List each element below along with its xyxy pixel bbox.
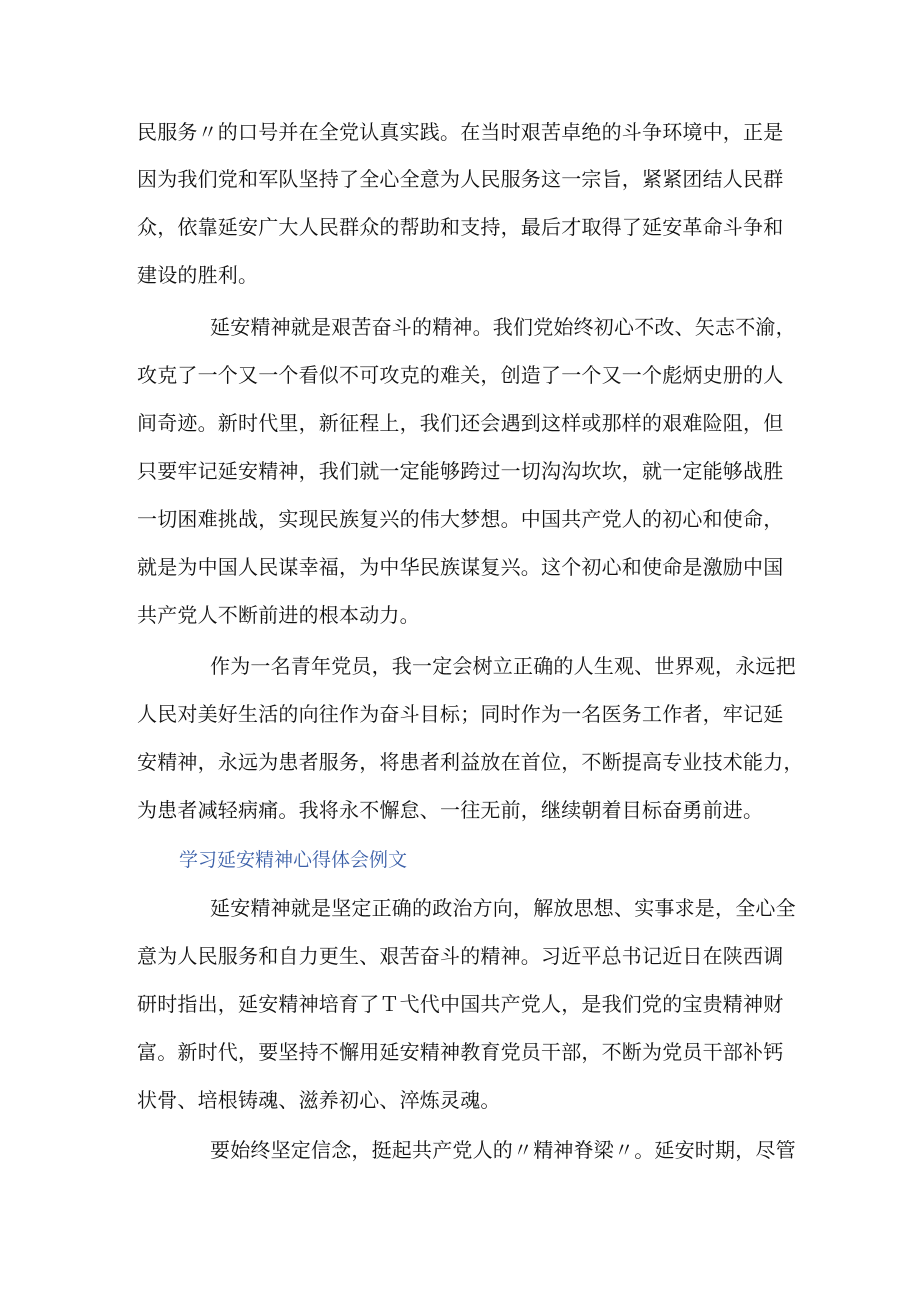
text-line: 只要牢记延安精神，我们就一定能够跨过一切沟沟坎坎，就一定能够战胜 xyxy=(137,459,784,483)
text-line: 延安精神就是艰苦奋斗的精神。我们党始终初心不改、矢志不渝， xyxy=(210,315,796,339)
text-line: 就是为中国人民谋幸福，为中华民族谋复兴。这个初心和使命是激励中国 xyxy=(137,555,784,579)
text-line: 作为一名青年党员，我一定会树立正确的人生观、世界观，永远把 xyxy=(210,654,796,678)
text-line: 状骨、培根铸魂、滋养初心、淬炼灵魂。 xyxy=(137,1088,501,1112)
text-line: 共产党人不断前进的根本动力。 xyxy=(137,603,420,627)
text-line: 富。新时代，要坚持不懈用延安精神教育党员干部，不断为党员干部补钙 xyxy=(137,1040,784,1064)
text-line: 延安精神就是坚定正确的政治方向，解放思想、实事求是，全心全 xyxy=(210,896,796,920)
text-line: 要始终坚定信念，挺起共产党人的〃精神脊梁〃。延安时期，尽管 xyxy=(210,1138,796,1162)
text-line: 安精神，永远为患者服务，将患者利益放在首位，不断提高专业技术能力， xyxy=(137,750,804,774)
text-line: 众，依靠延安广大人民群众的帮助和支持，最后才取得了延安革命斗争和 xyxy=(137,215,784,239)
section-heading: 学习延安精神心得体会例文 xyxy=(179,849,408,871)
text-line: 因为我们党和军队坚持了全心全意为人民服务这一宗旨，紧紧团结人民群 xyxy=(137,167,784,191)
text-line: 一切困难挑战，实现民族复兴的伟大梦想。中国共产党人的初心和使命， xyxy=(137,507,784,531)
text-line: 建设的胜利。 xyxy=(137,263,259,287)
text-line: 间奇迹。新时代里，新征程上，我们还会遇到这样或那样的艰难险阻，但 xyxy=(137,411,784,435)
text-line: 为患者减轻病痛。我将永不懈怠、一往无前，继续朝着目标奋勇前进。 xyxy=(137,798,764,822)
text-line: 意为人民服务和自力更生、艰苦奋斗的精神。习近平总书记近日在陕西调 xyxy=(137,944,784,968)
text-line: 攻克了一个又一个看似不可攻克的难关，创造了一个又一个彪炳史册的人 xyxy=(137,363,784,387)
text-line: 研时指出，延安精神培育了Ｔ弋代中国共产党人，是我们党的宝贵精神财 xyxy=(137,992,784,1016)
text-line: 民服务〃的口号并在全党认真实践。在当时艰苦卓绝的斗争环境中，正是 xyxy=(137,120,784,144)
text-line: 人民对美好生活的向往作为奋斗目标；同时作为一名医务工作者，牢记延 xyxy=(137,702,784,726)
